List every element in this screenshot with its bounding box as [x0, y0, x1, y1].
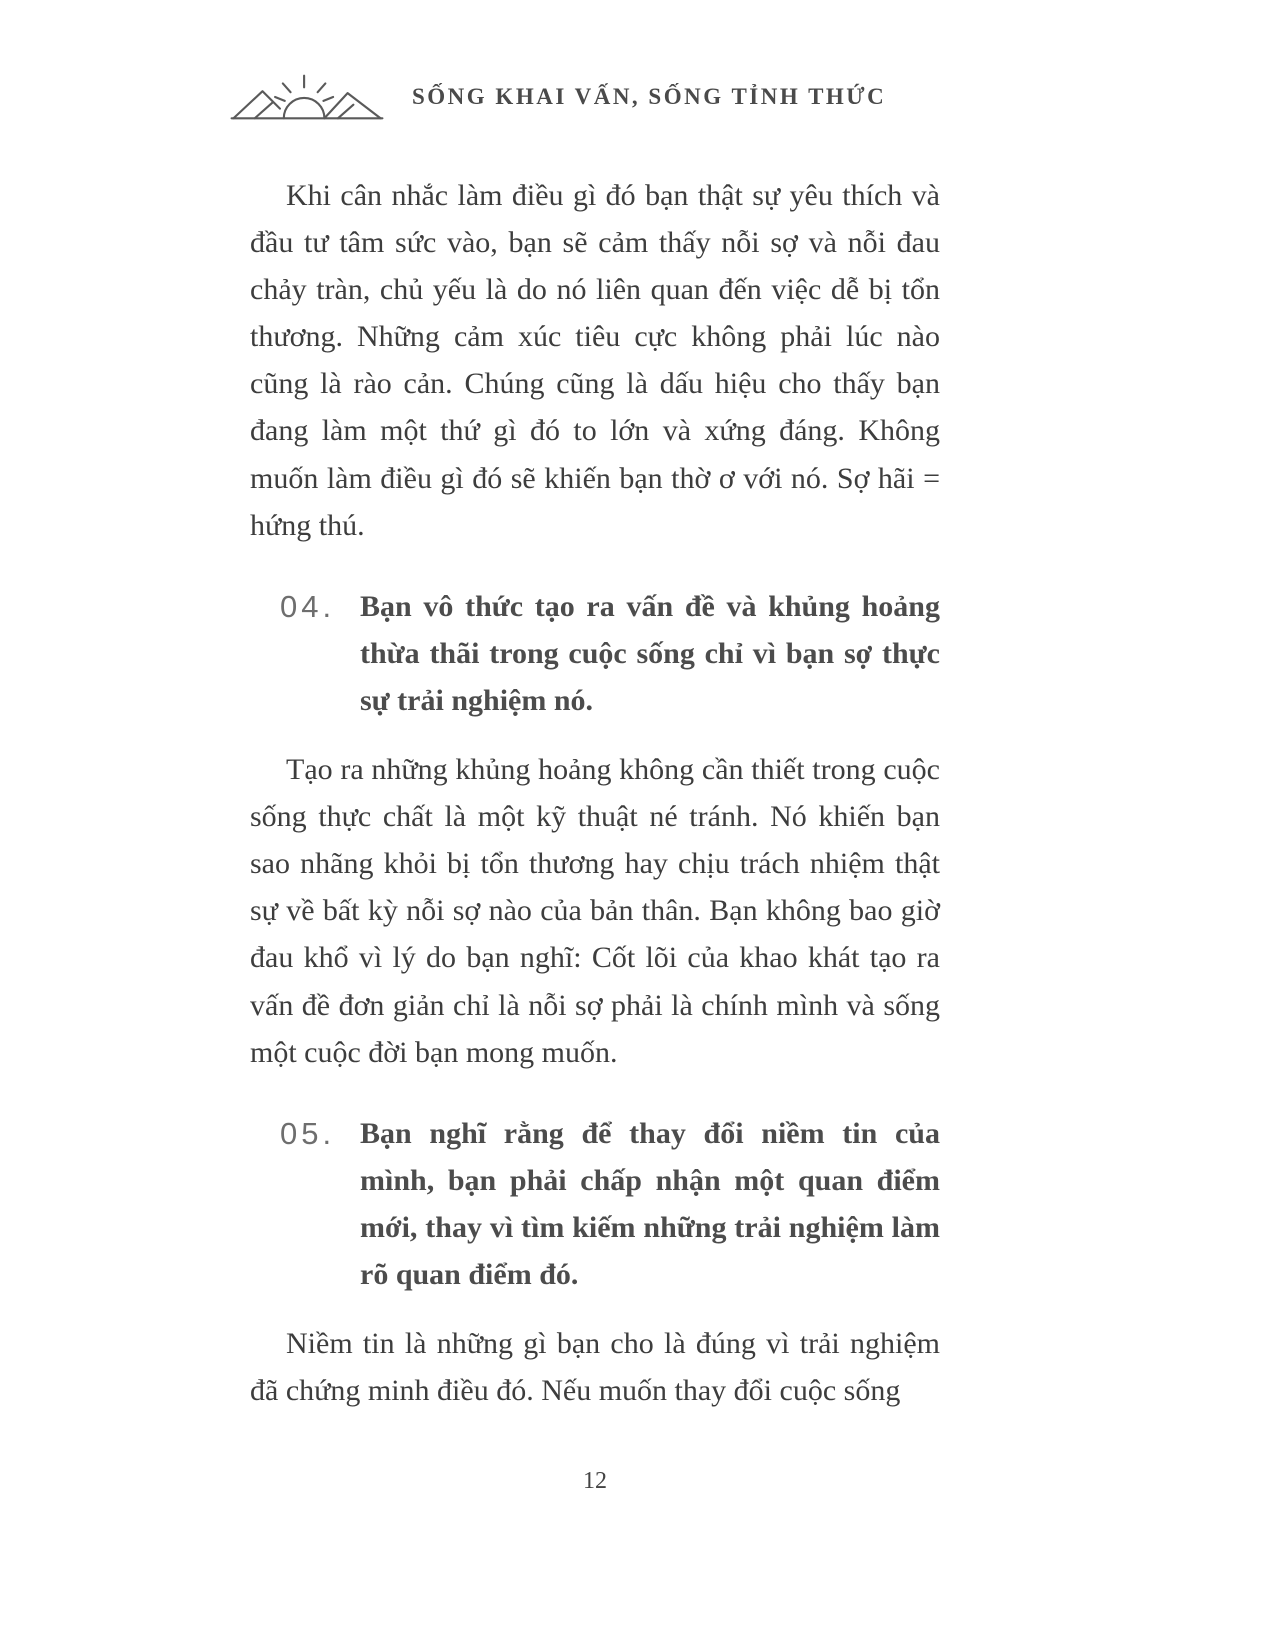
section-heading-04 — [250, 583, 940, 724]
section-title-04: Bạn vô thức tạo ra vấn đề và khủng hoảng thừa thãi trong cuộc sống chỉ vì bạn sợ thực sự trải nghiệm nó. — [360, 589, 940, 717]
page-footer — [250, 1468, 940, 1495]
running-head-title: SỐNG KHAI VẤN, SỐNG TỈNH THỨC — [412, 84, 887, 109]
section-number-05: 05. — [280, 1115, 336, 1151]
page-content — [250, 172, 940, 1422]
paragraph-1: Khi cân nhắc làm điều gì đó bạn thật sự yêu thích và đầu tư tâm sức vào, bạn sẽ cảm thấy nỗi sợ và nỗi đau chảy tràn, chủ yếu là do nó liên quan đến việc dễ bị tổn thương. Những cảm xúc tiêu cực không phải lúc nào cũng là rào cản. Chúng cũng là dấu hiệu cho thấy bạn đang làm một thứ gì đó to lớn và xứng đáng. Không muốn làm điều gì đó sẽ khiến bạn thờ ơ với nó. Sợ hãi = hứng thú. — [250, 179, 940, 542]
paragraph-2: Tạo ra những khủng hoảng không cần thiết trong cuộc sống thực chất là một kỹ thuật né tránh. Nó khiến bạn sao nhãng khỏi bị tổn thương hay chịu trách nhiệm thật sự về bất kỳ nỗi sợ nào của bản thân. Bạn không bao giờ đau khổ vì lý do bạn nghĩ: Cốt lõi của khao khát tạo ra vấn đề đơn giản chỉ là nỗi sợ phải là chính mình và sống một cuộc đời bạn mong muốn. — [250, 753, 940, 1069]
page-header — [228, 68, 886, 126]
section-title-05: Bạn nghĩ rằng để thay đổi niềm tin của mình, bạn phải chấp nhận một quan điểm mới, thay vì tìm kiếm những trải nghiệm làm rõ quan điểm đó. — [360, 1116, 940, 1291]
mountain-sunrise-logo-icon — [228, 68, 386, 126]
page-number: 12 — [583, 1468, 607, 1494]
section-heading-05 — [250, 1110, 940, 1298]
paragraph-3: Niềm tin là những gì bạn cho là đúng vì trải nghiệm đã chứng minh điều đó. Nếu muốn thay đổi cuộc sống — [250, 1327, 940, 1408]
section-number-04: 04. — [280, 588, 336, 624]
